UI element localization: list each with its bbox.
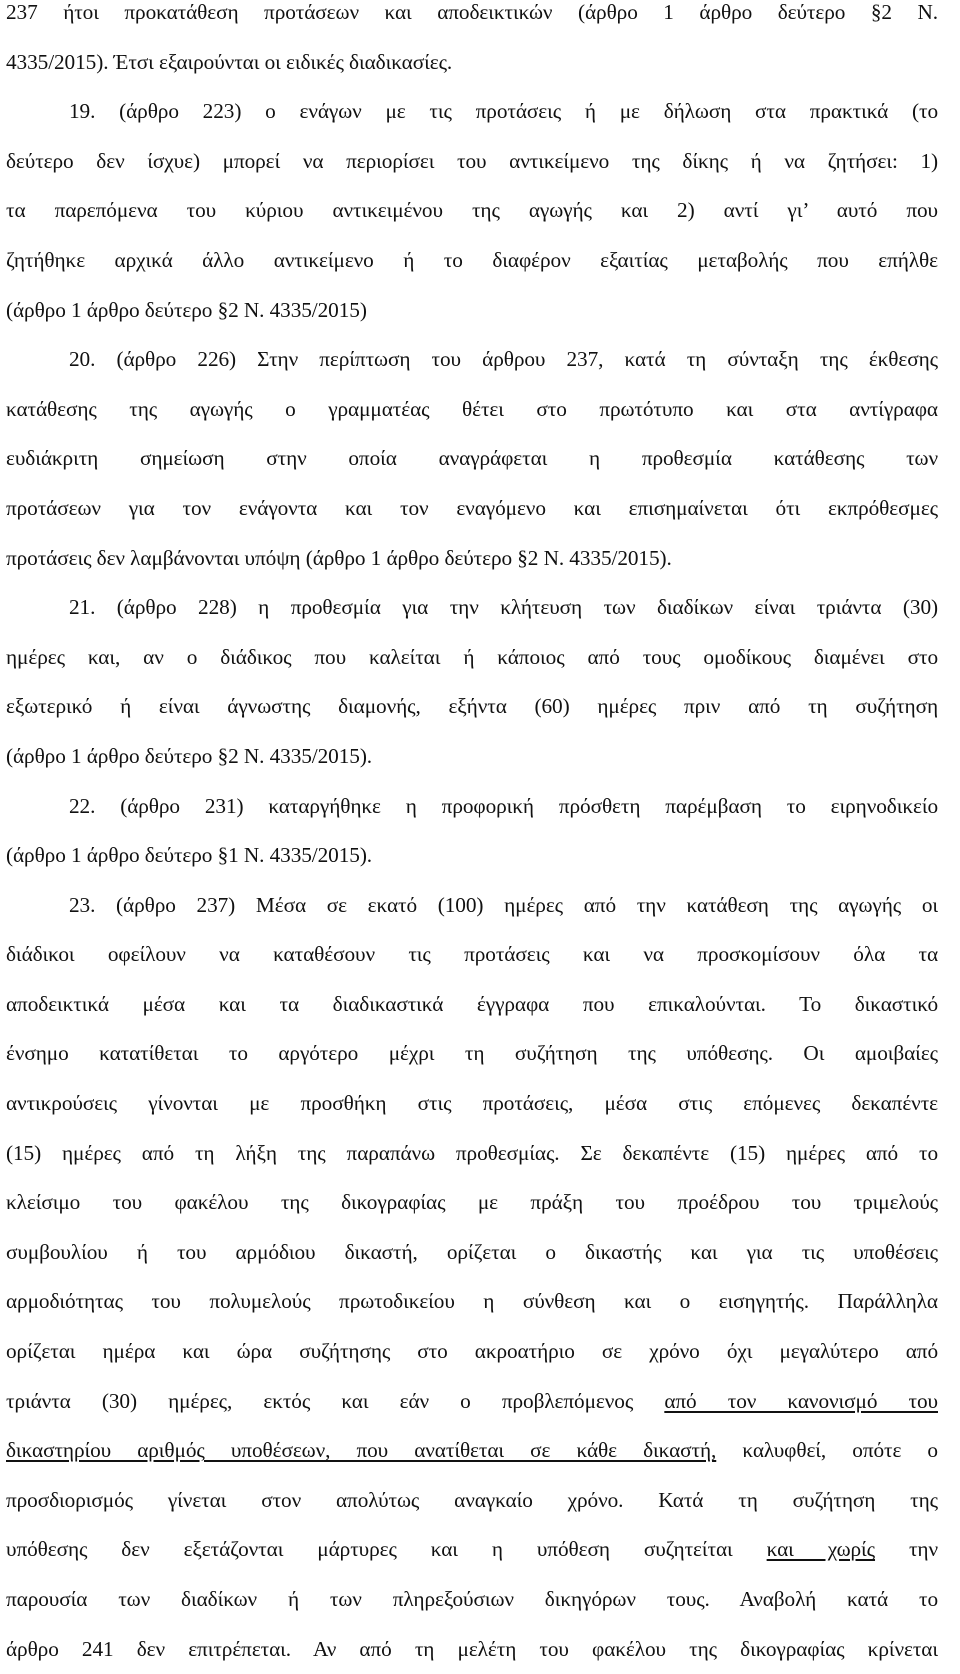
text-line: διάδικοι οφείλουν να καταθέσουν τις προτάσεις και να προσκομίσουν όλα τα [6,942,938,967]
paragraph-21-start: 21. (άρθρο 228) η προθεσμία για την κλήτευση των διαδίκων είναι τριάντα (30) [69,595,938,620]
paragraph-23-start: 23. (άρθρο 237) Μέσα σε εκατό (100) ημέρες από την κατάθεση της αγωγής οι [69,892,938,917]
text-line: συμβουλίου ή του αρμόδιου δικαστή, ορίζεται ο δικαστής και για τις υποθέσεις [6,1239,938,1264]
text-line: αποδεικτικά μέσα και τα διαδικαστικά έγγραφα που επικαλούνται. Το δικαστικό [6,991,938,1016]
underlined-text: και χωρίς [766,1537,876,1562]
text-line: (15) ημέρες από τη λήξη της παραπάνω προθεσμίας. Σε δεκαπέντε (15) ημέρες από το [6,1140,938,1165]
text-line-with-underline [6,1377,938,1427]
text-line: κλείσιμο του φακέλου της δικογραφίας με πράξη του προέδρου του τριμελούς [6,1190,938,1215]
text-line: εξωτερικό ή είναι άγνωστης διαμονής, εξήντα (60) ημέρες πριν από τη συζήτηση [6,694,938,719]
text-line: ορίζεται ημέρα και ώρα συζήτησης στο ακροατήριο σε χρόνο όχι μεγαλύτερο από [6,1339,938,1364]
text-line: αρμοδιότητας του πολυμελούς πρωτοδικείου η σύνθεση και ο εισηγητής. Παράλληλα [6,1289,938,1314]
text-line: παρουσία των διαδίκων ή των πληρεξούσιων δικηγόρων τους. Αναβολή κατά το [6,1587,938,1611]
text-segment: καλυφθεί, οπότε ο [716,1438,938,1463]
underlined-text: από τον κανονισμό του [664,1388,938,1413]
paragraph-20-start: 20. (άρθρο 226) Στην περίπτωση του άρθρου 237, κατά τη σύνταξη της έκθεσης [69,347,938,372]
text-line: δεύτερο δεν ίσχυε) μπορεί να περιορίσει του αντικείμενο της δίκης ή να ζητήσει: 1) [6,148,938,173]
text-line: άρθρο 241 δεν επιτρέπεται. Αν από τη μελέτη του φακέλου της δικογραφίας κρίνεται [6,1636,938,1661]
text-segment: τριάντα (30) ημέρες, εκτός και εάν ο προβλεπόμενος [6,1388,665,1413]
text-segment: υπόθεσης δεν εξετάζονται μάρτυρες και η υπόθεση συζητείται [6,1537,767,1562]
text-line: τα παρεπόμενα του κύριου αντικειμένου της αγωγής και 2) αντί γι’ αυτό που [6,198,938,223]
underlined-text: δικαστηρίου αριθμός υποθέσεων, που ανατίθεται σε κάθε δικαστή, [6,1438,717,1463]
text-segment: την [875,1537,938,1562]
text-line: ζητήθηκε αρχικά άλλο αντικείμενο ή το διαφέρον εξαιτίας μεταβολής που επήλθε [6,247,938,272]
text-line: προτάσεων για τον ενάγοντα και τον εναγόμενο και επισημαίνεται ότι εκπρόθεσμες [6,495,938,520]
text-line: 237 ήτοι προκατάθεση προτάσεων και αποδεικτικών (άρθρο 1 άρθρο δεύτερο §2 Ν. [6,0,938,24]
text-line: ημέρες και, αν ο διάδικος που καλείται ή κάποιος από τους ομοδίκους διαμένει στο [6,644,938,669]
paragraph-22-start: 22. (άρθρο 231) καταργήθηκε η προφορική πρόσθετη παρέμβαση το ειρηνοδικείο [69,793,938,818]
text-line: προτάσεις δεν λαμβάνονται υπόψη (άρθρο 1 άρθρο δεύτερο §2 Ν. 4335/2015). [6,545,672,570]
text-line: κατάθεσης της αγωγής ο γραμματέας θέτει στο πρωτότυπο και στα αντίγραφα [6,396,938,421]
text-line: (άρθρο 1 άρθρο δεύτερο §2 Ν. 4335/2015) [6,297,367,322]
text-line: προσδιορισμός γίνεται στον απολύτως αναγκαίο χρόνο. Κατά τη συζήτηση της [6,1487,938,1512]
text-line: ευδιάκριτη σημείωση στην οποία αναγράφεται η προθεσμία κατάθεσης των [6,446,938,471]
text-line: αντικρούσεις γίνονται με προσθήκη στις προτάσεις, μέσα στις επόμενες δεκαπέντε [6,1091,938,1116]
text-line: 4335/2015). Έτσι εξαιρούνται οι ειδικές διαδικασίες. [6,49,453,74]
text-line: (άρθρο 1 άρθρο δεύτερο §2 Ν. 4335/2015). [6,743,373,768]
text-line: (άρθρο 1 άρθρο δεύτερο §1 Ν. 4335/2015). [6,843,373,868]
text-line-with-underline [6,1525,938,1575]
paragraph-19-start: 19. (άρθρο 223) ο ενάγων με τις προτάσεις ή με δήλωση στα πρακτικά (το [69,99,938,124]
text-line-with-underline [6,1426,938,1476]
text-line: ένσημο κατατίθεται το αργότερο μέχρι τη συζήτηση της υπόθεσης. Οι αμοιβαίες [6,1041,938,1066]
